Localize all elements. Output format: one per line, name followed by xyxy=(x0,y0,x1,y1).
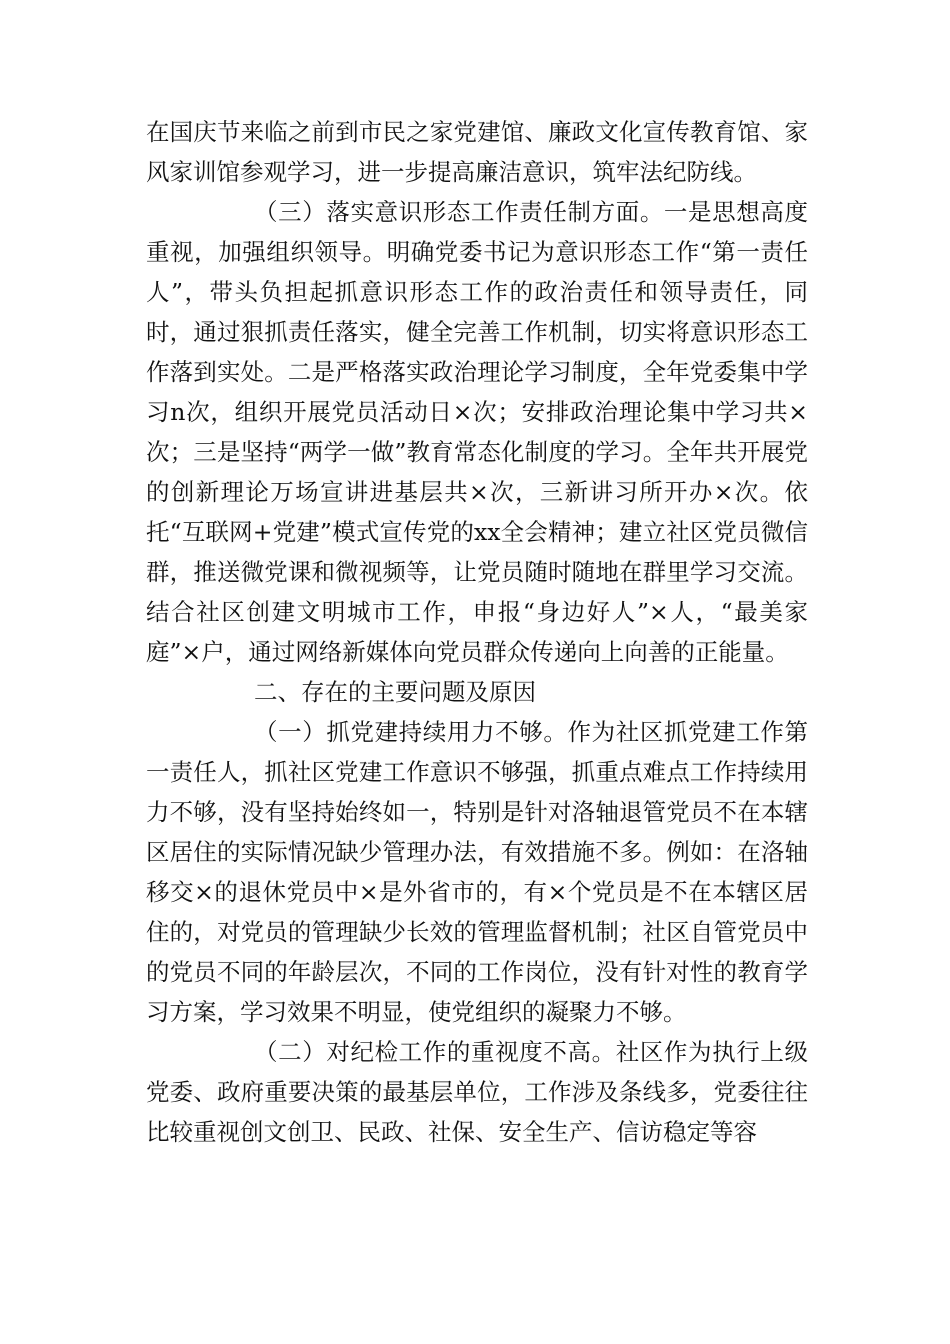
paragraph-ideology-responsibility: （三）落实意识形态工作责任制方面。一是思想高度重视，加强组织领导。明确党委书记为意识形态工作“第一责任人”，带头负担起抓意识形态工作的政治责任和领导责任，同时，通过狠抓责任落实，健全完善工作机制，切实将意识形态工作落到实处。二是严格落实政治理论学习制度，全年党委集中学习n次，组织开展党员活动日×次；安排政治理论集中学习共×次；三是坚持“两学一做”教育常态化制度的学习。全年共开展党的创新理论万场宣讲进基层共×次，三新讲习所开办×次。依托“互联网+党建”模式宣传党的xx全会精神；建立社区党员微信群，推送微党课和微视频等，让党员随时随地在群里学习交流。结合社区创建文明城市工作，申报“身边好人”×人，“最美家庭”×户，通过网络新媒体向党员群众传递向上向善的正能量。 xyxy=(146,198,808,666)
paragraph-party-building-effort: （一）抓党建持续用力不够。作为社区抓党建工作第一责任人，抓社区党建工作意识不够强，抓重点难点工作持续用力不够，没有坚持始终如一，特别是针对洛轴退管党员不在本辖区居住的实际情况缺少管理办法，有效措施不多。例如：在洛轴移交×的退休党员中×是外省市的，有×个党员是不在本辖区居住的，对党员的管理缺少长效的管理监督机制；社区自管党员中的党员不同的年龄层次，不同的工作岗位，没有针对性的教育学习方案，学习效果不明显，使党组织的凝聚力不够。 xyxy=(146,718,808,1026)
paragraph-discipline-inspection: （二）对纪检工作的重视度不高。社区作为执行上级党委、政府重要决策的最基层单位，工作涉及条线多，党委往往比较重视创文创卫、民政、社保、安全生产、信访稳定等容 xyxy=(146,1038,808,1146)
paragraph-continuation: 在国庆节来临之前到市民之家党建馆、廉政文化宣传教育馆、家风家训馆参观学习，进一步提高廉洁意识，筑牢法纪防线。 xyxy=(146,118,808,186)
document-body xyxy=(146,112,808,1152)
section-heading-main-problems: 二、存在的主要问题及原因 xyxy=(254,678,536,706)
